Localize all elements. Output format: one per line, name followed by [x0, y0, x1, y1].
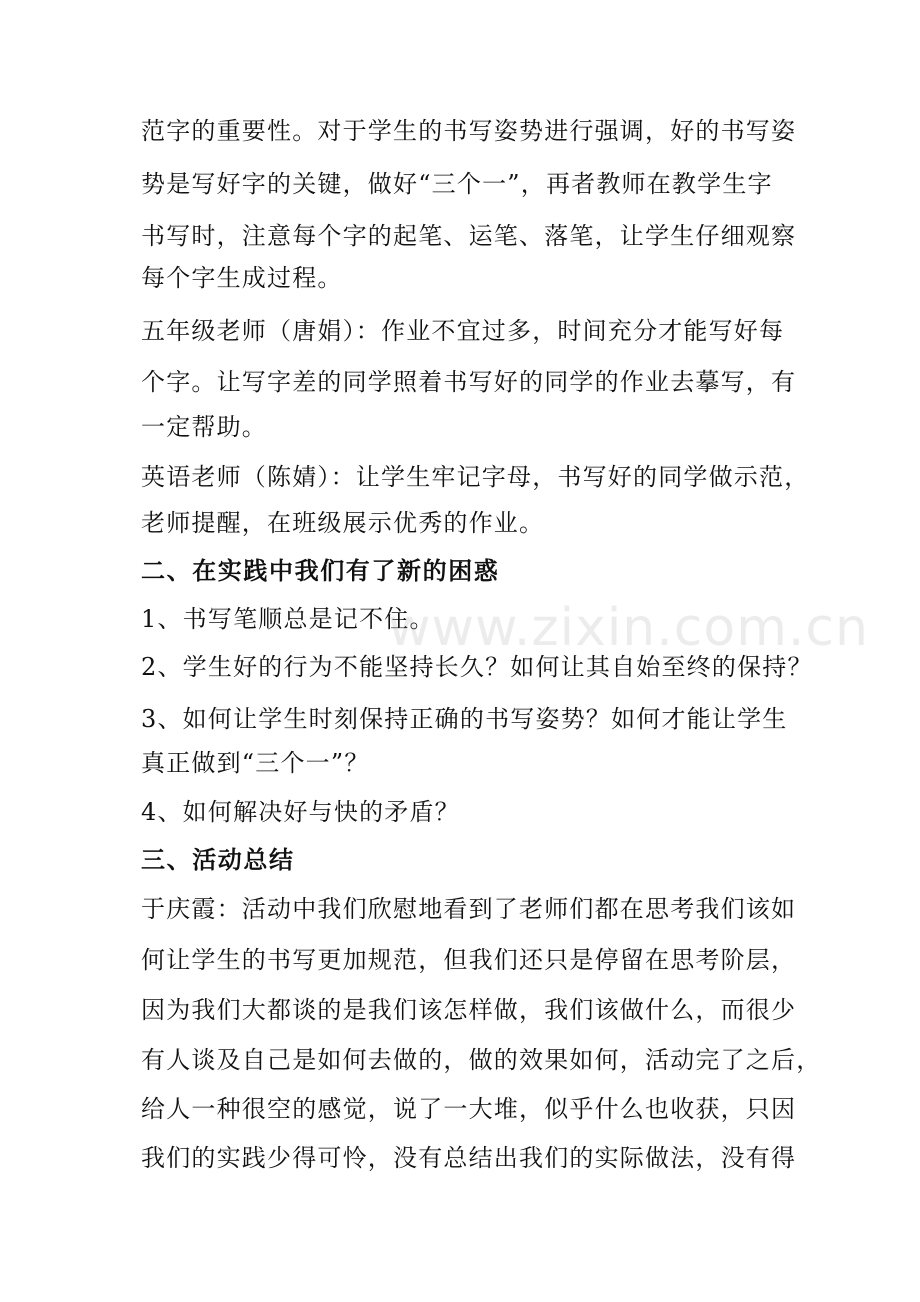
- section-heading: 三、活动总结: [141, 846, 295, 874]
- paragraph-line: 每个字生成过程。: [141, 264, 343, 292]
- paragraph-line: 英语老师（陈婧）：让学生牢记字母，书写好的同学做示范，: [141, 463, 810, 491]
- list-item: 3、如何让学生时刻保持正确的书写姿势？如何才能让学生: [141, 705, 788, 733]
- paragraph-line: 五年级老师（唐娟）：作业不宜过多，时间充分才能写好每: [141, 317, 785, 345]
- paragraph-line: 于庆霞：活动中我们欣慰地看到了老师们都在思考我们该如: [141, 895, 797, 923]
- paragraph-line: 书写时，注意每个字的起笔、运笔、落笔，让学生仔细观察: [141, 222, 797, 250]
- paragraph-line: 我们的实践少得可怜，没有总结出我们的实际做法，没有得: [141, 1144, 797, 1172]
- paragraph-line: 老师提醒，在班级展示优秀的作业。: [141, 509, 545, 537]
- paragraph-line: 何让学生的书写更加规范，但我们还只是停留在思考阶层，: [141, 946, 797, 974]
- paragraph-line: 范字的重要性。对于学生的书写姿势进行强调，好的书写姿: [141, 117, 797, 145]
- list-item: 4、如何解决好与快的矛盾？: [141, 798, 460, 826]
- paragraph-line: 个字。让写字差的同学照着书写好的同学的作业去摹写，有: [141, 368, 797, 396]
- list-item: 2、学生好的行为不能坚持长久？如何让其自始至终的保持？: [141, 653, 813, 681]
- list-item: 真正做到“三个一”？: [141, 749, 370, 777]
- list-item: 1、书写笔顺总是记不住。: [141, 605, 435, 633]
- paragraph-line: 一定帮助。: [141, 413, 267, 441]
- paragraph-line: 因为我们大都谈的是我们该怎样做，我们该做什么，而很少: [141, 996, 797, 1024]
- paragraph-line: 给人一种很空的感觉，说了一大堆，似乎什么也收获，只因: [141, 1095, 797, 1123]
- paragraph-line: 有人谈及自己是如何去做的，做的效果如何，活动完了之后，: [141, 1046, 822, 1074]
- section-heading: 二、在实践中我们有了新的困惑: [141, 557, 500, 585]
- watermark: www.zixin.com.cn: [388, 598, 869, 658]
- paragraph-line: 势是写好字的关键，做好“三个一”，再者教师在教学生字: [141, 170, 773, 198]
